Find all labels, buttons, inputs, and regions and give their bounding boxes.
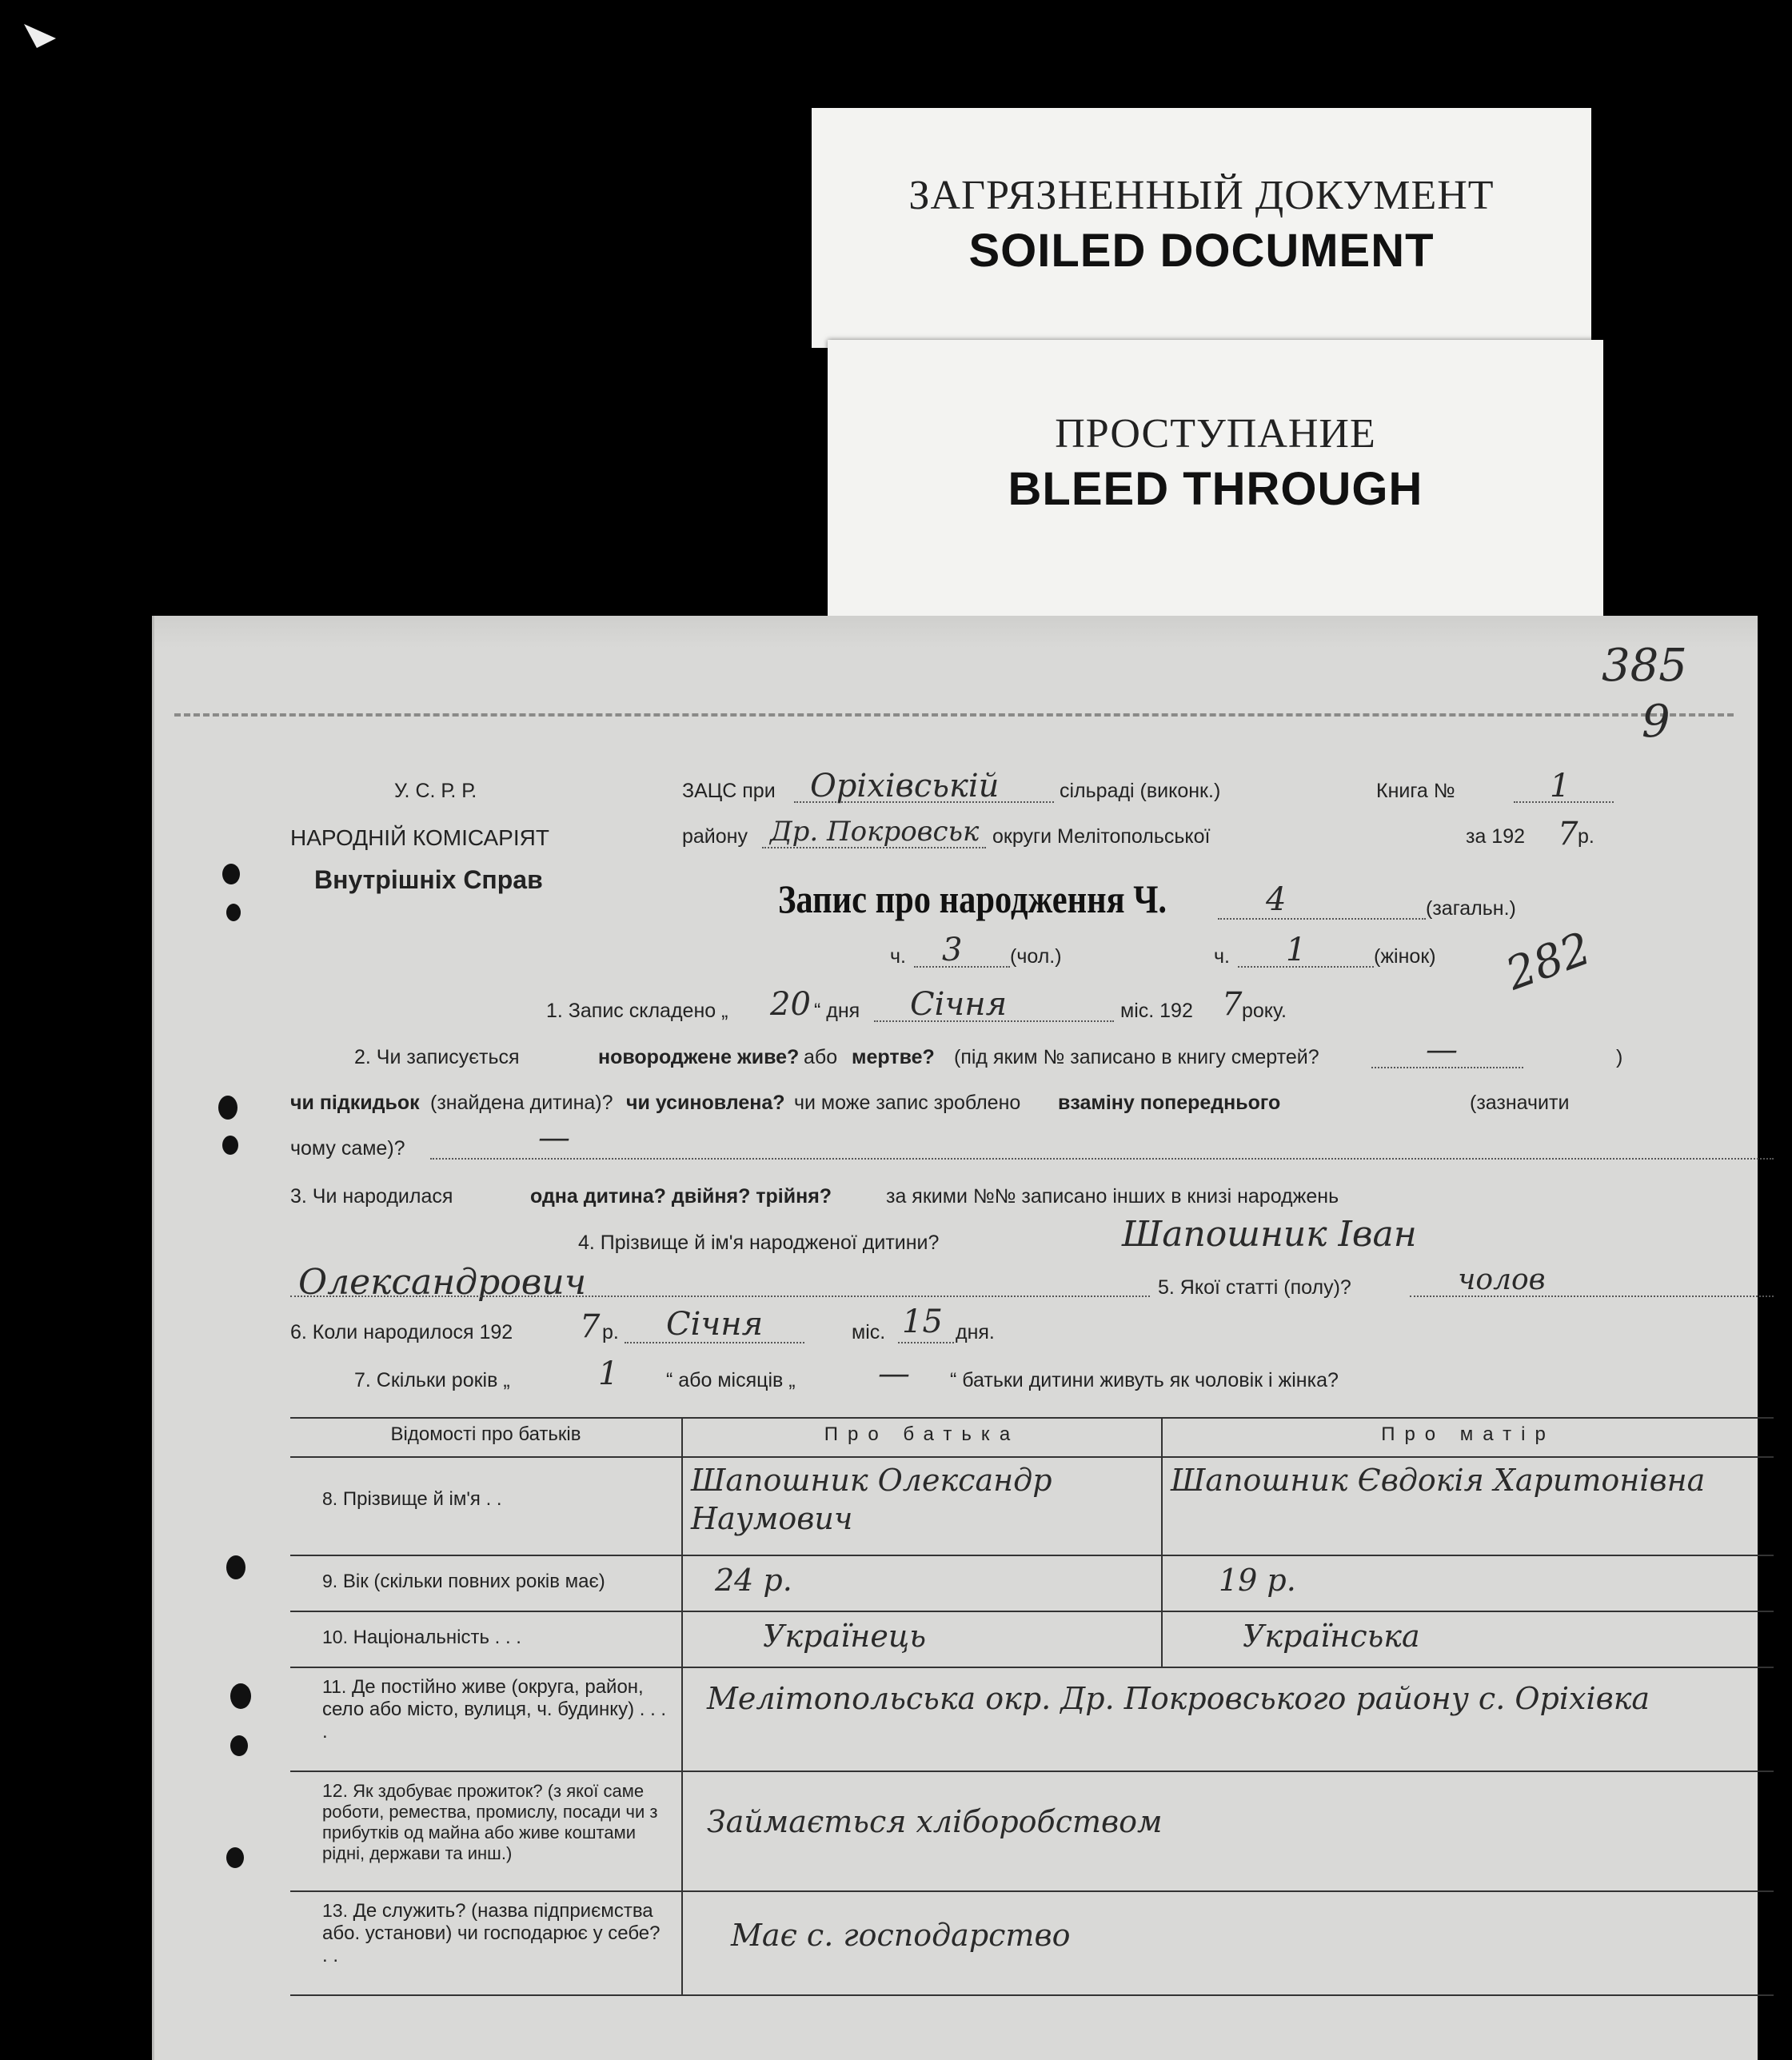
mother-value: Українська xyxy=(1162,1611,1774,1667)
q7-years: 1 xyxy=(598,1355,619,1392)
q4-label: 4. Прізвище й ім'я народженої дитини? xyxy=(578,1232,940,1254)
book-value: 1 xyxy=(1550,768,1570,804)
district-prefix: району xyxy=(682,825,748,848)
q6-a: 6. Коли народилося 192 xyxy=(290,1321,513,1343)
q2-a: 2. Чи записується xyxy=(354,1046,520,1068)
row-label: Де постійно живе (округа, район, село або місто, вулиця, ч. будинку) . . . . xyxy=(322,1676,667,1743)
row-number: 10. xyxy=(322,1627,348,1647)
punch-hole xyxy=(222,864,240,884)
year-suffix: р. xyxy=(1578,825,1594,848)
row-number: 9. xyxy=(322,1571,338,1591)
table-header-row xyxy=(290,1418,1774,1457)
soiled-label-ru: ЗАГРЯЗНЕННЫЙ ДОКУМЕНТ xyxy=(908,173,1495,218)
q1-suffix1: міс. 192 xyxy=(1120,1000,1193,1022)
q1-year: 7 xyxy=(1222,986,1243,1023)
residence-value: Мелітопольська окр. Др. Покровського району с. Оріхівка xyxy=(682,1667,1774,1771)
row-number: 11. xyxy=(322,1676,347,1697)
row-number: 13. xyxy=(322,1900,348,1921)
q6-c: міс. xyxy=(852,1321,886,1343)
zags-value: Оріхівській xyxy=(810,768,1000,804)
father-value: 24 р. xyxy=(682,1555,1162,1611)
male-value: 3 xyxy=(942,932,963,968)
row-label: Вік (скільки повних років має) xyxy=(342,1571,605,1592)
district-suffix: округи Мелітопольської xyxy=(992,825,1211,848)
father-value: Українець xyxy=(682,1611,1162,1667)
mother-value: 19 р. xyxy=(1162,1555,1774,1611)
q7-c: “ батьки дитини живуть як чоловік і жінка? xyxy=(950,1369,1339,1391)
district-value: Др. Покровськ xyxy=(770,816,980,848)
female-label: (жінок) xyxy=(1374,945,1436,968)
q2-f: — xyxy=(1426,1032,1458,1068)
q6-day: 15 xyxy=(902,1303,943,1340)
total-value: 4 xyxy=(1266,881,1287,918)
corner-mark xyxy=(24,24,56,48)
total-label: (загальн.) xyxy=(1426,897,1516,920)
row-number: 12. xyxy=(322,1780,348,1801)
punch-hole xyxy=(226,1847,244,1868)
bleed-label-ru: ПРОСТУПАНИЕ xyxy=(1055,411,1376,457)
workplace-value: Має с. господарство xyxy=(682,1891,1774,1995)
q2-line2f: (зазначити xyxy=(1470,1092,1570,1114)
q4-value1: Шапошник Іван xyxy=(1122,1214,1417,1255)
parents-table xyxy=(290,1417,1774,1996)
bleed-label-en: BLEED THROUGH xyxy=(1008,463,1423,515)
female-ch: ч. xyxy=(1214,945,1230,968)
male-label: (чол.) xyxy=(1010,945,1062,968)
q2-g: ) xyxy=(1616,1046,1623,1068)
q6-b: р. xyxy=(602,1321,619,1343)
soiled-document-slip xyxy=(812,108,1591,348)
male-ch: ч. xyxy=(890,945,906,968)
perforation-line xyxy=(174,713,1734,717)
zags-suffix: сільраді (виконк.) xyxy=(1060,780,1221,802)
book-label: Книга № xyxy=(1376,780,1455,802)
female-value: 1 xyxy=(1286,932,1307,968)
punch-hole xyxy=(222,1136,238,1155)
q1-day: 20 xyxy=(770,986,811,1023)
occupation-value: Займається хліборобством xyxy=(682,1771,1774,1891)
q3-b: одна дитина? двійня? трійня? xyxy=(530,1185,832,1208)
header-commissariat: НАРОДНІЙ КОМІСАРІЯТ xyxy=(290,825,549,850)
table-row xyxy=(290,1771,1774,1891)
year-value: 7 xyxy=(1558,816,1578,852)
table-header: Про матір xyxy=(1162,1418,1774,1457)
q7-a: 7. Скільки років „ xyxy=(354,1369,510,1391)
punch-hole xyxy=(218,1096,237,1120)
q6-d: дня. xyxy=(956,1321,995,1343)
q2-line3-value: — xyxy=(538,1120,570,1156)
q2-c: або xyxy=(804,1046,838,1068)
birth-record-page xyxy=(152,616,1758,2060)
punch-hole xyxy=(226,1555,245,1579)
q2-line2a: чи підкидьок xyxy=(290,1092,420,1114)
header-usrr: У. С. Р. Р. xyxy=(394,780,477,802)
zags-prefix: ЗАЦС при xyxy=(682,780,776,802)
corner-number-mid: 282 xyxy=(1499,922,1598,1001)
q1-mid: “ дня xyxy=(814,1000,860,1022)
row-number: 8. xyxy=(322,1488,338,1509)
soiled-label-en: SOILED DOCUMENT xyxy=(968,225,1435,277)
punch-hole xyxy=(226,904,241,921)
q2-line2b: (знайдена дитина)? xyxy=(430,1092,613,1114)
father-value: Шапошник Олександр Наумович xyxy=(682,1457,1162,1555)
q7-months: — xyxy=(878,1355,910,1392)
q5-label: 5. Якої статті (полу)? xyxy=(1158,1276,1351,1299)
q3-c: за якими №№ записано інших в книзі народжень xyxy=(886,1185,1339,1208)
bleed-through-slip xyxy=(828,340,1603,616)
q2-line3: чому саме)? xyxy=(290,1137,405,1160)
corner-number-second: 9 xyxy=(1642,696,1670,748)
header-ministry: Внутрішніх Справ xyxy=(314,865,543,894)
q6-month: Січня xyxy=(666,1306,764,1343)
q5-value: чолов xyxy=(1458,1264,1546,1296)
mother-value: Шапошник Євдокія Харитонівна xyxy=(1162,1457,1774,1555)
table-header: Про батька xyxy=(682,1418,1162,1457)
table-header: Відомості про батьків xyxy=(290,1418,682,1457)
q1-month: Січня xyxy=(910,986,1008,1023)
q3-a: 3. Чи народилася xyxy=(290,1185,453,1208)
row-label: Національність . . . xyxy=(353,1627,521,1648)
table-row xyxy=(290,1891,1774,1995)
q2-e: (під яким № записано в книгу смертей? xyxy=(954,1046,1319,1068)
q4-value2: Олександрович xyxy=(298,1262,587,1303)
table-row xyxy=(290,1457,1774,1555)
punch-hole xyxy=(230,1683,251,1709)
q2-line2e: взаміну попереднього xyxy=(1058,1092,1281,1114)
record-title: Запис про народження Ч. xyxy=(778,876,1167,921)
q2-b: новороджене живе? xyxy=(598,1046,800,1068)
table-row xyxy=(290,1555,1774,1611)
torn-edge xyxy=(154,616,1758,648)
year-prefix: за 192 xyxy=(1466,825,1526,848)
row-label: Прізвище й ім'я . . xyxy=(342,1488,502,1510)
table-row xyxy=(290,1667,1774,1771)
q7-b: “ або місяців „ xyxy=(666,1369,796,1391)
q1-suffix2: року. xyxy=(1242,1000,1287,1022)
q2-d: мертве? xyxy=(852,1046,935,1068)
q2-line2d: чи може запис зроблено xyxy=(794,1092,1021,1114)
q6-year: 7 xyxy=(580,1308,601,1345)
punch-hole xyxy=(230,1735,248,1756)
row-label: Де служить? (назва підприємства або. установи) чи господарює у себе? . . xyxy=(322,1900,661,1966)
corner-number-top: 385 xyxy=(1602,640,1687,692)
q2-line2c: чи усиновлена? xyxy=(626,1092,785,1114)
q1-prefix: 1. Запис складено „ xyxy=(546,1000,728,1022)
table-row xyxy=(290,1611,1774,1667)
row-label: Як здобуває прожиток? (з якої саме роботи, ремества, промислу, посади чи з прибутків од майна або живе коштами рідні, держави та инш.) xyxy=(322,1781,658,1863)
